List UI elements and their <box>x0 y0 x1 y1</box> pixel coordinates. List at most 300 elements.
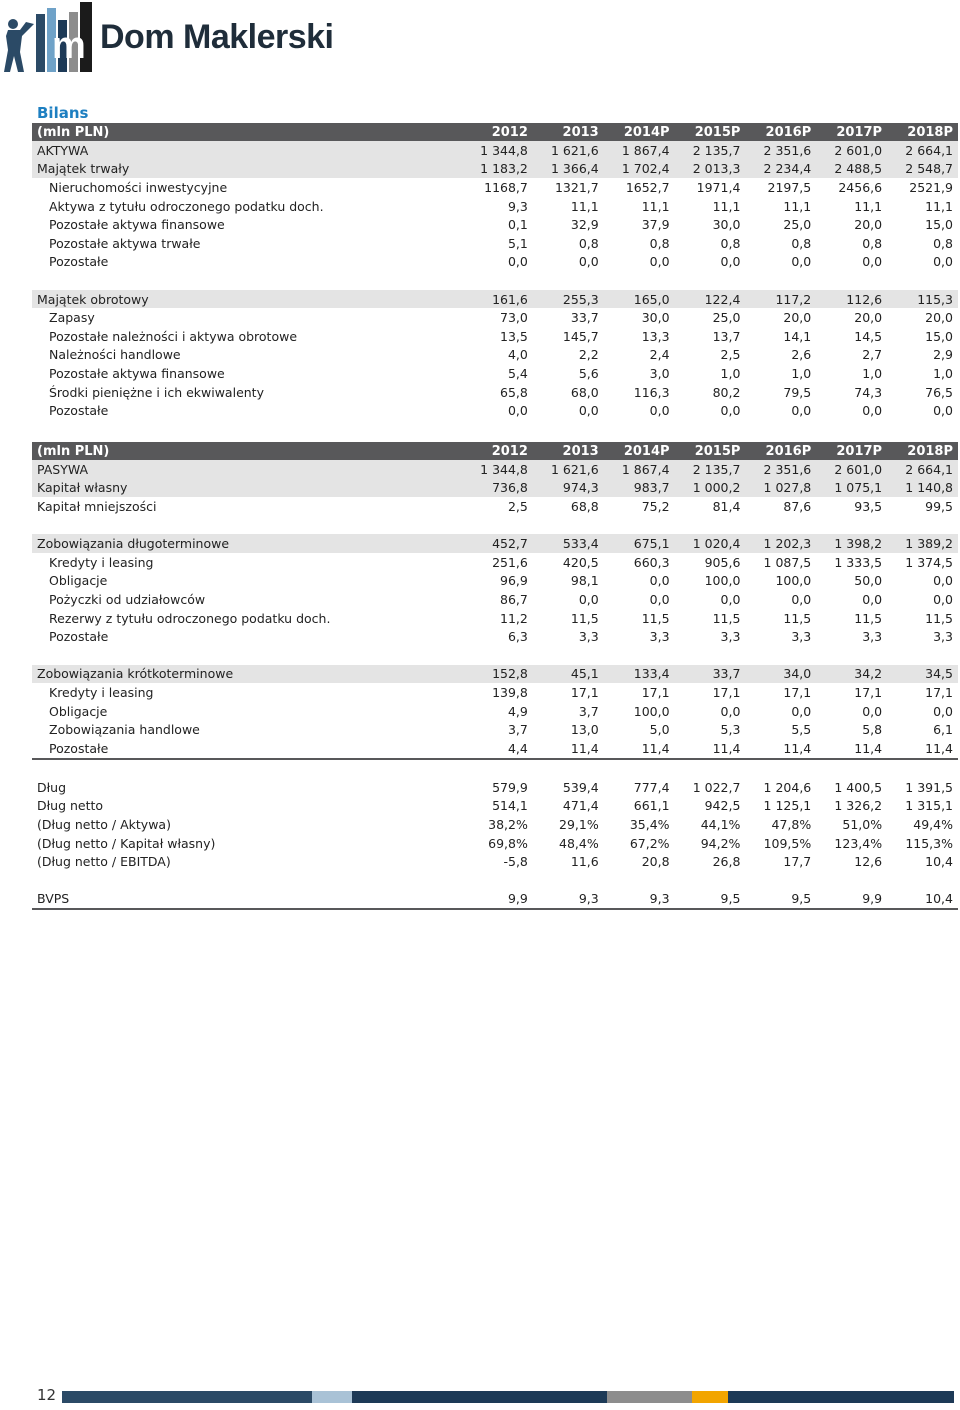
cell-value: 2,7 <box>862 347 883 363</box>
cell-value: 3,7 <box>578 703 599 719</box>
cell-value: 2456,6 <box>838 179 883 195</box>
cell-value: 69,8% <box>488 835 528 851</box>
cell-value: 11,5 <box>783 610 812 626</box>
cell-value: 1,0 <box>720 365 741 381</box>
cell-value: 75,2 <box>641 498 670 514</box>
cell-value: 17,1 <box>925 684 953 700</box>
table-row <box>32 497 958 516</box>
table-row <box>32 346 958 365</box>
cell-value: 79,5 <box>783 384 812 400</box>
cell-value: 44,1% <box>700 817 741 833</box>
footer-bar-orange <box>692 1391 728 1403</box>
column-header-year: 2014P <box>604 123 675 141</box>
cell-value: 1 075,1 <box>816 479 887 498</box>
cell-value: 50,0 <box>854 573 883 589</box>
cell-value: 1 374,5 <box>905 554 953 570</box>
cell-value: 5,1 <box>507 235 528 251</box>
cell-value: 11,5 <box>925 610 953 626</box>
cell-value: 13,3 <box>641 328 670 344</box>
cell-value: 25,0 <box>783 217 812 233</box>
cell-value: 93,5 <box>854 498 883 514</box>
table-row <box>32 720 958 739</box>
cell-value: 1 125,1 <box>763 798 812 814</box>
cell-value: 11,6 <box>570 854 599 870</box>
footer-bar-lightblue <box>312 1391 352 1403</box>
column-header-year: 2012 <box>462 123 533 141</box>
row-label: AKTYWA <box>32 141 462 160</box>
cell-value: 11,1 <box>854 198 883 214</box>
row-label: Majątek obrotowy <box>32 290 462 309</box>
cell-value: 11,4 <box>783 740 812 756</box>
cell-value: 0,0 <box>578 591 599 607</box>
table-row <box>32 401 958 420</box>
row-label: Dług netto <box>37 798 104 814</box>
cell-value: 0,0 <box>720 703 741 719</box>
cell-value: 974,3 <box>533 479 604 498</box>
cell-value: 11,4 <box>925 740 953 756</box>
table-row <box>32 665 958 684</box>
row-label: Obligacje <box>49 703 108 719</box>
row-label: PASYWA <box>32 460 462 479</box>
table-row <box>32 890 958 910</box>
cell-value: 29,1% <box>559 817 599 833</box>
cell-value: 2,6 <box>791 347 812 363</box>
cell-value: 26,8 <box>712 854 741 870</box>
cell-value: 11,1 <box>570 198 599 214</box>
cell-value: 3,3 <box>720 629 741 645</box>
cell-value: 2 601,0 <box>816 141 887 160</box>
cell-value: 96,9 <box>500 573 528 589</box>
footer-bar-end <box>728 1391 954 1403</box>
row-label: Pożyczki od udziałowców <box>49 591 206 607</box>
cell-value: 0,0 <box>933 403 953 419</box>
cell-value: 1 000,2 <box>675 479 746 498</box>
cell-value: 4,0 <box>507 347 528 363</box>
cell-value: 2,5 <box>720 347 741 363</box>
cell-value: 661,1 <box>633 798 670 814</box>
cell-value: 0,0 <box>720 403 741 419</box>
spacer-row <box>32 646 958 665</box>
cell-value: 2 664,1 <box>887 141 958 160</box>
cell-value: 533,4 <box>533 534 604 553</box>
cell-value: 112,6 <box>816 290 887 309</box>
column-header-year: 2013 <box>533 442 604 460</box>
cell-value: 452,7 <box>462 534 533 553</box>
cell-value: 115,3 <box>887 290 958 309</box>
footer-bar-navy <box>62 1391 312 1403</box>
cell-value: 0,0 <box>720 591 741 607</box>
cell-value: 0,0 <box>933 254 953 270</box>
cell-value: 152,8 <box>462 665 533 684</box>
cell-value: 2 135,7 <box>675 141 746 160</box>
cell-value: 1971,4 <box>696 179 741 195</box>
cell-value: 32,9 <box>570 217 599 233</box>
page-number: 12 <box>37 1386 57 1404</box>
cell-value: 1 398,2 <box>816 534 887 553</box>
cell-value: 0,0 <box>862 703 883 719</box>
cell-value: 9,9 <box>462 890 533 910</box>
cell-value: 98,1 <box>570 573 599 589</box>
row-label: Pozostałe należności i aktywa obrotowe <box>49 328 298 344</box>
cell-value: 30,0 <box>641 310 670 326</box>
cell-value: 17,1 <box>783 684 812 700</box>
cell-value: 2 234,4 <box>745 160 816 179</box>
cell-value: 11,5 <box>712 610 741 626</box>
cell-value: 5,3 <box>720 722 741 738</box>
cell-value: 11,4 <box>854 740 883 756</box>
cell-value: 2 488,5 <box>816 160 887 179</box>
row-label: Pozostałe <box>49 254 109 270</box>
cell-value: 777,4 <box>633 779 670 795</box>
table-row <box>32 253 958 272</box>
assets-table <box>32 123 958 420</box>
table-row <box>32 815 958 834</box>
column-header-year: 2016P <box>745 442 816 460</box>
cell-value: 17,1 <box>570 684 599 700</box>
cell-value: 255,3 <box>533 290 604 309</box>
cell-value: 15,0 <box>925 328 953 344</box>
cell-value: 1 400,5 <box>834 779 883 795</box>
cell-value: 1 702,4 <box>604 160 675 179</box>
table-row <box>32 327 958 346</box>
cell-value: 0,0 <box>791 591 812 607</box>
cell-value: 1 366,4 <box>533 160 604 179</box>
spacer-row <box>32 271 958 290</box>
section-title: Bilans <box>37 104 89 122</box>
table-row <box>32 739 958 759</box>
cell-value: 4,9 <box>507 703 528 719</box>
cell-value: 68,0 <box>570 384 599 400</box>
cell-value: 5,0 <box>649 722 670 738</box>
column-header-year: 2017P <box>816 123 887 141</box>
cell-value: 942,5 <box>704 798 741 814</box>
cell-value: 11,1 <box>783 198 812 214</box>
row-label: Rezerwy z tytułu odroczonego podatku doch. <box>49 610 331 626</box>
table-header-row <box>32 442 958 460</box>
cell-value: 0,0 <box>862 254 883 270</box>
cell-value: 11,1 <box>925 198 953 214</box>
table-row <box>32 178 958 197</box>
cell-value: 0,0 <box>933 573 953 589</box>
cell-value: 1 621,6 <box>533 460 604 479</box>
cell-value: 86,7 <box>500 591 528 607</box>
cell-value: 0,8 <box>862 235 883 251</box>
cell-value: 80,2 <box>712 384 741 400</box>
row-label: Aktywa z tytułu odroczonego podatku doch. <box>49 198 324 214</box>
row-label: (Dług netto / Kapitał własny) <box>37 835 216 851</box>
cell-value: 2 664,1 <box>887 460 958 479</box>
cell-value: 122,4 <box>675 290 746 309</box>
table-row <box>32 479 958 498</box>
cell-value: 2 013,3 <box>675 160 746 179</box>
cell-value: 675,1 <box>604 534 675 553</box>
cell-value: 123,4% <box>834 835 883 851</box>
cell-value: 37,9 <box>641 217 670 233</box>
cell-value: 45,1 <box>533 665 604 684</box>
logo-figure-head <box>8 19 18 29</box>
cell-value: 15,0 <box>925 217 953 233</box>
logo-bar-1 <box>36 14 45 72</box>
cell-value: 35,4% <box>629 817 670 833</box>
column-header-year: 2017P <box>816 442 887 460</box>
cell-value: 0,0 <box>649 254 670 270</box>
row-label: Pozostałe <box>49 403 109 419</box>
row-label: Zobowiązania krótkoterminowe <box>32 665 462 684</box>
cell-value: 100,0 <box>704 573 741 589</box>
column-header-year: 2015P <box>675 123 746 141</box>
cell-value: 11,4 <box>570 740 599 756</box>
cell-value: 1 344,8 <box>462 141 533 160</box>
cell-value: 251,6 <box>492 554 528 570</box>
cell-value: 13,5 <box>500 328 528 344</box>
cell-value: 1,0 <box>933 365 953 381</box>
row-label: Zobowiązania handlowe <box>49 722 200 738</box>
cell-value: 905,6 <box>704 554 741 570</box>
row-label: Majątek trwały <box>32 160 462 179</box>
cell-value: 34,0 <box>745 665 816 684</box>
cell-value: 76,5 <box>925 384 953 400</box>
liabilities-table <box>32 442 958 910</box>
cell-value: 1 344,8 <box>462 460 533 479</box>
table-row <box>32 197 958 216</box>
cell-value: 420,5 <box>562 554 599 570</box>
row-label: Pozostałe aktywa finansowe <box>49 365 225 381</box>
cell-value: 30,0 <box>712 217 741 233</box>
cell-value: 9,5 <box>745 890 816 910</box>
cell-value: 0,0 <box>791 703 812 719</box>
cell-value: 117,2 <box>745 290 816 309</box>
cell-value: 13,7 <box>712 328 741 344</box>
cell-value: 33,7 <box>675 665 746 684</box>
table-row <box>32 702 958 721</box>
cell-value: 73,0 <box>500 310 528 326</box>
cell-value: 17,1 <box>641 684 670 700</box>
cell-value: 11,4 <box>712 740 741 756</box>
table-row <box>32 572 958 591</box>
column-header-year: 2012 <box>462 442 533 460</box>
cell-value: 3,3 <box>578 629 599 645</box>
cell-value: 1 389,2 <box>887 534 958 553</box>
column-header-year: 2014P <box>604 442 675 460</box>
cell-value: 2 351,6 <box>745 141 816 160</box>
cell-value: 161,6 <box>462 290 533 309</box>
table-row <box>32 834 958 853</box>
cell-value: 11,4 <box>641 740 670 756</box>
cell-value: 1 315,1 <box>905 798 953 814</box>
row-label: Kapitał własny <box>32 479 462 498</box>
cell-value: 1652,7 <box>625 179 670 195</box>
cell-value: 2,5 <box>507 498 528 514</box>
cell-value: 0,8 <box>933 235 953 251</box>
cell-value: 0,0 <box>862 591 883 607</box>
cell-value: 5,4 <box>507 365 528 381</box>
cell-value: 3,3 <box>791 629 812 645</box>
table-row <box>32 215 958 234</box>
cell-value: 33,7 <box>570 310 599 326</box>
cell-value: 0,0 <box>862 403 883 419</box>
cell-value: 3,3 <box>649 629 670 645</box>
cell-value: 1 867,4 <box>604 141 675 160</box>
cell-value: 471,4 <box>562 798 599 814</box>
cell-value: 1168,7 <box>484 179 528 195</box>
table-row <box>32 460 958 479</box>
cell-value: 1 202,3 <box>745 534 816 553</box>
column-header-unit: (mln PLN) <box>32 442 462 460</box>
table-row <box>32 609 958 628</box>
cell-value: 6,3 <box>507 629 528 645</box>
cell-value: 983,7 <box>604 479 675 498</box>
cell-value: 660,3 <box>633 554 670 570</box>
cell-value: 6,1 <box>933 722 953 738</box>
table-row <box>32 383 958 402</box>
table-row <box>32 141 958 160</box>
cell-value: 12,6 <box>854 854 883 870</box>
cell-value: 145,7 <box>562 328 599 344</box>
cell-value: 10,4 <box>925 854 953 870</box>
cell-value: 10,4 <box>887 890 958 910</box>
cell-value: 165,0 <box>604 290 675 309</box>
row-label: Nieruchomości inwestycyjne <box>49 179 228 195</box>
logo-letter: m <box>52 25 86 67</box>
cell-value: 133,4 <box>604 665 675 684</box>
table-row <box>32 683 958 702</box>
cell-value: 0,8 <box>649 235 670 251</box>
cell-value: 1 391,5 <box>905 779 953 795</box>
cell-value: 139,8 <box>492 684 528 700</box>
cell-value: 1 140,8 <box>887 479 958 498</box>
footer-bar-gray <box>607 1391 692 1403</box>
cell-value: 1 333,5 <box>834 554 883 570</box>
cell-value: 0,0 <box>720 254 741 270</box>
brand-name: Dom Maklerski <box>100 18 334 56</box>
cell-value: 100,0 <box>775 573 812 589</box>
table-row <box>32 534 958 553</box>
cell-value: 5,8 <box>862 722 883 738</box>
row-label: (Dług netto / Aktywa) <box>37 817 171 833</box>
cell-value: 0,8 <box>578 235 599 251</box>
cell-value: 74,3 <box>854 384 883 400</box>
cell-value: 20,8 <box>641 854 670 870</box>
row-label: Kredyty i leasing <box>49 684 154 700</box>
cell-value: 67,2% <box>629 835 670 851</box>
cell-value: 9,9 <box>816 890 887 910</box>
cell-value: 11,5 <box>570 610 599 626</box>
cell-value: 4,4 <box>507 740 528 756</box>
cell-value: 17,7 <box>783 854 812 870</box>
cell-value: 17,1 <box>712 684 741 700</box>
column-header-year: 2016P <box>745 123 816 141</box>
cell-value: 2 548,7 <box>887 160 958 179</box>
row-label: Pozostałe <box>49 740 109 756</box>
cell-value: 20,0 <box>783 310 812 326</box>
cell-value: 14,1 <box>783 328 812 344</box>
row-label: Dług <box>37 779 67 795</box>
cell-value: 5,6 <box>578 365 599 381</box>
cell-value: 2 351,6 <box>745 460 816 479</box>
table-row <box>32 553 958 572</box>
column-header-unit: (mln PLN) <box>32 123 462 141</box>
cell-value: 3,7 <box>507 722 528 738</box>
cell-value: 0,0 <box>791 254 812 270</box>
cell-value: 99,5 <box>925 498 953 514</box>
cell-value: 11,5 <box>854 610 883 626</box>
footer-bar-darkblue <box>352 1391 607 1403</box>
cell-value: 11,5 <box>641 610 670 626</box>
spacer-row <box>32 760 958 779</box>
table-row <box>32 234 958 253</box>
row-label: Kredyty i leasing <box>49 554 154 570</box>
cell-value: 1 087,5 <box>763 554 812 570</box>
cell-value: 3,3 <box>862 629 883 645</box>
cell-value: 20,0 <box>925 310 953 326</box>
cell-value: 1,0 <box>791 365 812 381</box>
cell-value: 1 621,6 <box>533 141 604 160</box>
spacer-row <box>32 871 958 890</box>
cell-value: 539,4 <box>562 779 599 795</box>
cell-value: 2,2 <box>578 347 599 363</box>
cell-value: 34,5 <box>887 665 958 684</box>
cell-value: 94,2% <box>700 835 741 851</box>
row-label: Zapasy <box>49 310 95 326</box>
cell-value: 1,0 <box>862 365 883 381</box>
cell-value: 1321,7 <box>554 179 599 195</box>
cell-value: 0,0 <box>933 703 953 719</box>
cell-value: 2 601,0 <box>816 460 887 479</box>
table-row <box>32 160 958 179</box>
cell-value: 14,5 <box>854 328 883 344</box>
cell-value: 25,0 <box>712 310 741 326</box>
cell-value: 0,0 <box>649 403 670 419</box>
cell-value: 2197,5 <box>767 179 812 195</box>
cell-value: 3,0 <box>649 365 670 381</box>
cell-value: 38,2% <box>488 817 528 833</box>
cell-value: 48,4% <box>559 835 599 851</box>
cell-value: 0,0 <box>507 403 528 419</box>
table-header-row <box>32 123 958 141</box>
cell-value: 0,8 <box>720 235 741 251</box>
cell-value: 2,9 <box>933 347 953 363</box>
column-header-year: 2015P <box>675 442 746 460</box>
row-label: Pozostałe aktywa finansowe <box>49 217 225 233</box>
cell-value: 20,0 <box>854 310 883 326</box>
cell-value: 11,2 <box>500 610 528 626</box>
cell-value: 68,8 <box>570 498 599 514</box>
cell-value: 1 326,2 <box>834 798 883 814</box>
cell-value: 13,0 <box>570 722 599 738</box>
table-row <box>32 308 958 327</box>
row-label: BVPS <box>32 890 462 910</box>
cell-value: 47,8% <box>771 817 812 833</box>
cell-value: 0,0 <box>507 254 528 270</box>
table-row <box>32 290 958 309</box>
spacer-row <box>32 516 958 535</box>
cell-value: 0,0 <box>791 403 812 419</box>
row-label: Należności handlowe <box>49 347 181 363</box>
cell-value: 115,3% <box>905 835 953 851</box>
cell-value: 1 027,8 <box>745 479 816 498</box>
column-header-year: 2018P <box>887 123 958 141</box>
cell-value: 5,5 <box>791 722 812 738</box>
logo-figure-body <box>4 22 34 72</box>
cell-value: 11,1 <box>641 198 670 214</box>
cell-value: 0,0 <box>578 254 599 270</box>
cell-value: 34,2 <box>816 665 887 684</box>
cell-value: 9,3 <box>507 198 528 214</box>
table-row <box>32 590 958 609</box>
cell-value: 100,0 <box>633 703 670 719</box>
cell-value: 0,8 <box>791 235 812 251</box>
table-row <box>32 852 958 871</box>
